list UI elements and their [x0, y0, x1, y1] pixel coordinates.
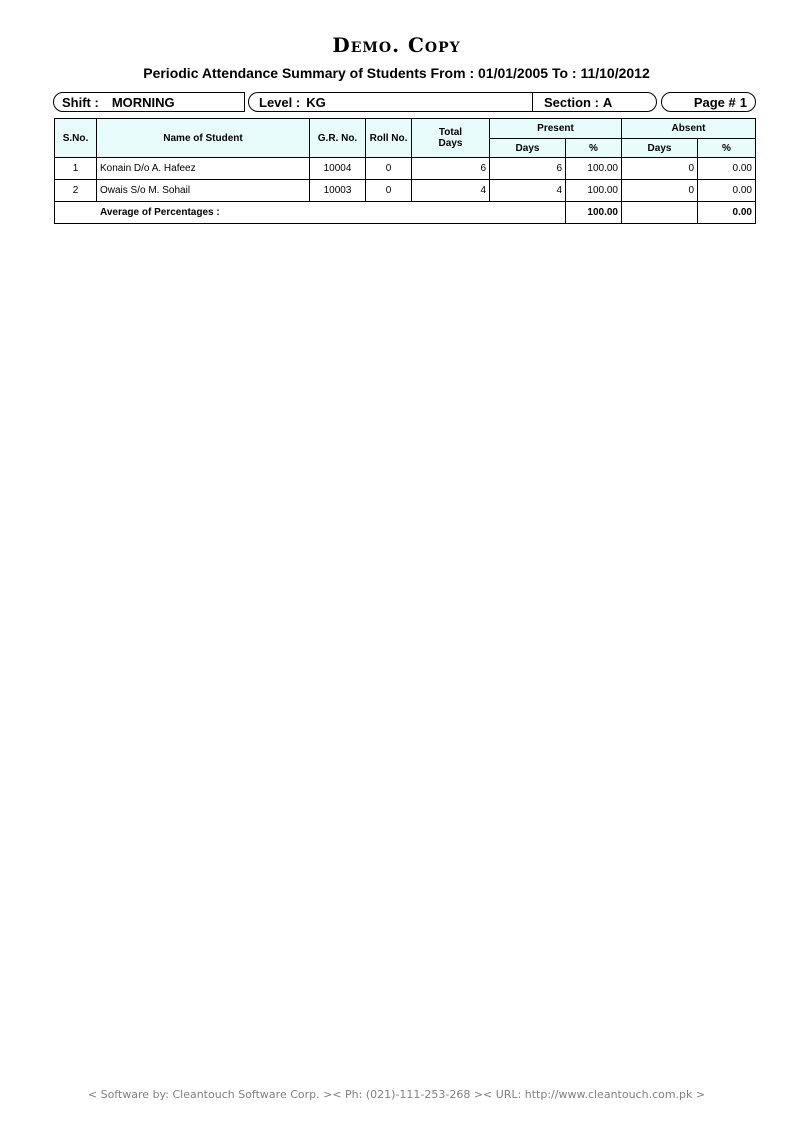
header-sno: S.No. [55, 119, 97, 158]
cell-absent-percent: 0.00 [698, 158, 756, 180]
header-present-percent: % [566, 139, 622, 158]
header-total-line2: Days [438, 138, 463, 149]
header-gr-no: G.R. No. [310, 119, 366, 158]
header-present: Present [490, 119, 622, 139]
attendance-table [54, 118, 756, 224]
cell-total-days: 4 [412, 180, 490, 202]
average-present-percent: 100.00 [566, 202, 622, 224]
report-subtitle: Periodic Attendance Summary of Students From : 01/01/2005 To : 11/10/2012 [143, 65, 650, 81]
table-row [55, 180, 756, 202]
shift-box [53, 92, 245, 112]
cell-absent-days: 0 [622, 180, 698, 202]
header-name: Name of Student [97, 119, 310, 158]
section-label: Section : [544, 94, 599, 110]
section-field [532, 92, 658, 112]
cell-present-percent: 100.00 [566, 180, 622, 202]
average-absent-days-empty [622, 202, 698, 224]
page-number-box [661, 92, 756, 112]
cell-present-days: 4 [490, 180, 566, 202]
page-label: Page # [693, 94, 736, 110]
average-row [55, 202, 756, 224]
cell-roll-no: 0 [366, 180, 412, 202]
cell-name: Konain D/o A. Hafeez [97, 158, 310, 180]
cell-absent-percent: 0.00 [698, 180, 756, 202]
cell-sno: 1 [55, 158, 97, 180]
header-roll-no: Roll No. [366, 119, 412, 158]
cell-total-days: 6 [412, 158, 490, 180]
report-title: Demo. Copy [332, 33, 461, 57]
shift-label: Shift : [62, 94, 99, 110]
footer-credit: < Software by: Cleantouch Software Corp. >< Ph: (021)-111-253-268 >< URL: http://www.cleantouch.com.pk > [87, 1088, 706, 1101]
section-value: A [602, 94, 613, 110]
cell-gr-no: 10003 [310, 180, 366, 202]
header-total-days [412, 119, 490, 158]
header-absent: Absent [622, 119, 756, 139]
table-row [55, 158, 756, 180]
header-total-line1: Total [438, 127, 463, 138]
cell-present-percent: 100.00 [566, 158, 622, 180]
level-label: Level : [259, 94, 301, 110]
header-present-days: Days [490, 139, 566, 158]
level-value: KG [306, 94, 326, 110]
cell-present-days: 6 [490, 158, 566, 180]
level-section-box [248, 92, 657, 112]
cell-roll-no: 0 [366, 158, 412, 180]
average-label: Average of Percentages : [55, 202, 566, 224]
shift-value: MORNING [111, 94, 175, 110]
header-absent-days: Days [622, 139, 698, 158]
cell-absent-days: 0 [622, 158, 698, 180]
header-absent-percent: % [698, 139, 756, 158]
cell-sno: 2 [55, 180, 97, 202]
cell-gr-no: 10004 [310, 158, 366, 180]
page-value: 1 [739, 94, 747, 110]
average-absent-percent: 0.00 [698, 202, 756, 224]
cell-name: Owais S/o M. Sohail [97, 180, 310, 202]
